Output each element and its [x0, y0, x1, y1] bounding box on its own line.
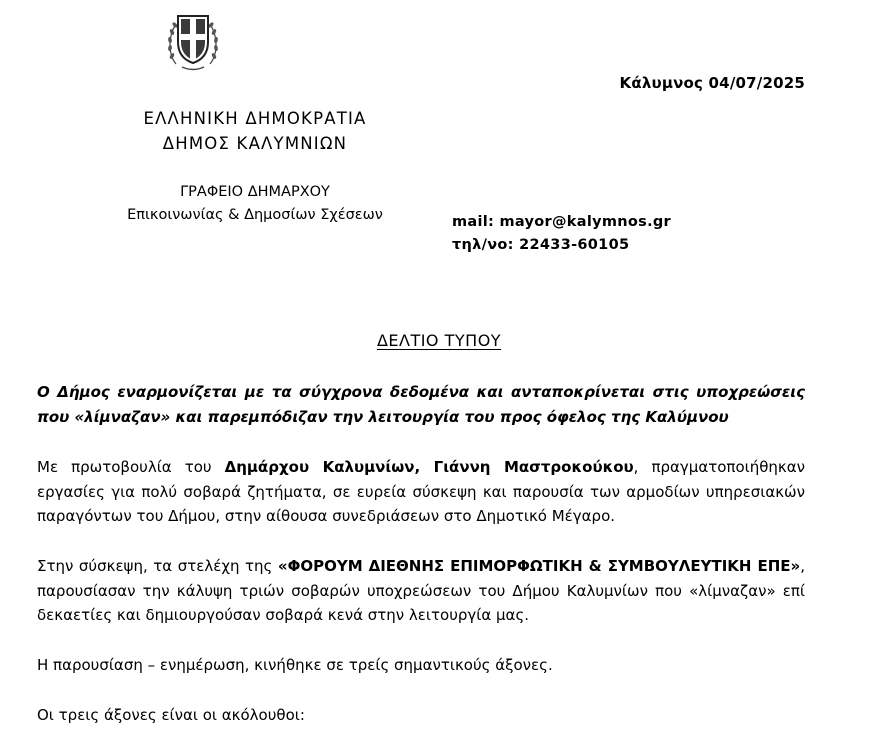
office-line-communications: Επικοινωνίας & Δημοσίων Σχέσεων	[127, 207, 383, 223]
paragraph-initiative	[37, 455, 805, 529]
paragraph-text: , πραγματοποιήθηκαν εργασίες για πολύ σοβαρά ζητήματα, σε ευρεία σύσκεψη και παρουσία των αρμοδίων υπηρεσιακών παραγόντων του Δήμου, στην αίθουσα συνεδριάσεων στο Δημοτικό Μέγαρο.	[37, 458, 806, 525]
mayor-name: Δημάρχου Καλυμνίων, Γιάννη Μαστροκούκου	[224, 458, 634, 476]
press-release-headline: Ο Δήμος εναρμονίζεται με τα σύγχρονα δεδομένα και ανταποκρίνεται στις υποχρεώσεις που «λίμναζαν» και παρεμπόδιζαν την λειτουργία του προς όφελος της Καλύμνου	[37, 383, 805, 426]
company-name: «ΦΟΡΟΥΜ ΔΙΕΘΝΗΣ ΕΠΙΜΟΡΦΩΤΙΚΗ & ΣΥΜΒΟΥΛΕΥΤΙΚΗ ΕΠΕ»	[277, 557, 801, 575]
paragraph-meeting	[37, 554, 805, 628]
paragraph-text: Με πρωτοβουλία του	[37, 458, 225, 476]
paragraph-text: Στην σύσκεψη, τα στελέχη της	[37, 557, 278, 575]
greek-coat-of-arms-icon	[164, 6, 222, 74]
org-line-municipality: ΔΗΜΟΣ ΚΑΛΥΜΝΙΩΝ	[162, 134, 348, 153]
paragraph-presentation: Η παρουσίαση – ενημέρωση, κινήθηκε σε τρείς σημαντικούς άξονες.	[37, 656, 553, 674]
paragraph-axes-intro: Οι τρεις άξονες είναι οι ακόλουθοι:	[37, 706, 305, 724]
document-date: Κάλυμνος 04/07/2025	[619, 74, 805, 92]
press-release-title: ΔΕΛΤΙΟ ΤΥΠΟΥ	[376, 331, 502, 350]
issuing-office	[100, 181, 410, 227]
org-line-republic: ΕΛΛΗΝΙΚΗ ΔΗΜΟΚΡΑΤΙΑ	[143, 109, 367, 128]
issuer-organization	[110, 106, 400, 156]
contact-phone: τηλ/νο: 22433-60105	[452, 237, 630, 253]
paragraph-text: , παρουσίασαν την κάλυψη τριών σοβαρών υποχρεώσεων του Δήμου Καλυμνίων που «λίμναζαν» επί δεκαετίες και δημιουργούσαν σοβαρά κενά στην λειτουργία μας.	[37, 557, 805, 624]
contact-email: mail: mayor@kalymnos.gr	[452, 214, 672, 230]
office-line-mayor: ΓΡΑΦΕΙΟ ΔΗΜΑΡΧΟΥ	[180, 184, 330, 200]
contact-block	[452, 211, 671, 257]
